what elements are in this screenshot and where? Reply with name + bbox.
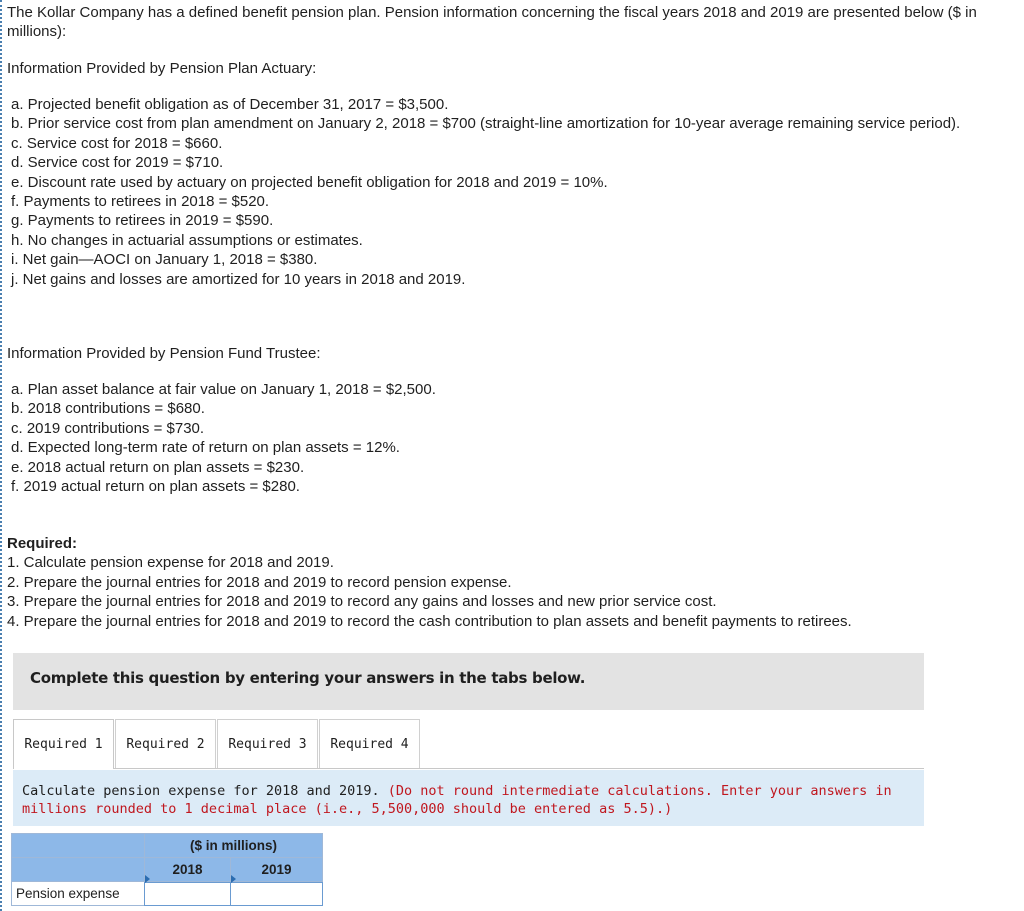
trustee-item: b. 2018 contributions = $680. xyxy=(11,400,205,418)
instructions-banner xyxy=(13,653,924,710)
cell-marker-icon xyxy=(231,875,236,883)
trustee-item: d. Expected long-term rate of return on plan assets = 12%. xyxy=(11,439,400,457)
year-header-2019: 2019 xyxy=(231,858,323,882)
unit-header: ($ in millions) xyxy=(145,834,323,858)
tab-required-4[interactable]: Required 4 xyxy=(319,719,420,768)
actuary-item: c. Service cost for 2018 = $660. xyxy=(11,134,223,152)
required-item: 2. Prepare the journal entries for 2018 and 2019 to record pension expense. xyxy=(7,573,512,591)
instruction-text xyxy=(22,782,902,818)
pension-expense-2018-input[interactable] xyxy=(145,883,230,905)
actuary-item: h. No changes in actuarial assumptions or estimates. xyxy=(11,231,363,249)
required-item: 3. Prepare the journal entries for 2018 and 2019 to record any gains and losses and new prior service cost. xyxy=(7,593,717,611)
trustee-item: f. 2019 actual return on plan assets = $280. xyxy=(11,478,300,496)
required-title: Required: xyxy=(7,535,78,552)
trustee-item: e. 2018 actual return on plan assets = $230. xyxy=(11,458,305,476)
tab-required-1[interactable]: Required 1 xyxy=(13,719,114,769)
trustee-list xyxy=(11,380,436,496)
actuary-list xyxy=(11,95,1024,289)
actuary-item: g. Payments to retirees in 2019 = $590. xyxy=(11,212,274,230)
trustee-item: a. Plan asset balance at fair value on January 1, 2018 = $2,500. xyxy=(11,381,436,398)
cell-2018 xyxy=(145,882,231,906)
cell-2019 xyxy=(231,882,323,906)
row-label: Pension expense xyxy=(12,882,145,906)
instruction-box xyxy=(13,770,924,826)
actuary-item: f. Payments to retirees in 2018 = $520. xyxy=(11,193,270,211)
actuary-item: b. Prior service cost from plan amendment on January 2, 2018 = $700 (straight-line amortization for 10-year average remaining service period). xyxy=(11,115,961,133)
cell-marker-icon xyxy=(145,875,150,883)
actuary-item: d. Service cost for 2019 = $710. xyxy=(11,154,224,172)
header-blank xyxy=(12,858,145,882)
required-item: 4. Prepare the journal entries for 2018 and 2019 to record the cash contribution to plan assets and benefit payments to retirees. xyxy=(7,612,852,630)
actuary-item: j. Net gains and losses are amortized for 10 years in 2018 and 2019. xyxy=(11,270,466,288)
trustee-heading: Information Provided by Pension Fund Trustee: xyxy=(7,345,321,362)
tab-divider xyxy=(13,768,924,769)
trustee-item: c. 2019 contributions = $730. xyxy=(11,419,205,437)
instruction-note: (Do not round intermediate calculations. Enter your answers in millions rounded to 1 decimal place (i.e., 5,500,000 should be entered as 5.5).) xyxy=(22,783,892,817)
actuary-item: i. Net gain—AOCI on January 1, 2018 = $380. xyxy=(11,251,318,269)
required-item: 1. Calculate pension expense for 2018 and 2019. xyxy=(7,554,334,571)
instruction-main: Calculate pension expense for 2018 and 2019. xyxy=(22,783,380,799)
actuary-heading: Information Provided by Pension Plan Actuary: xyxy=(7,60,317,77)
tab-required-3[interactable]: Required 3 xyxy=(217,719,318,768)
required-list xyxy=(7,553,852,631)
answer-table xyxy=(11,833,323,906)
pension-expense-2019-input[interactable] xyxy=(231,883,322,905)
header-blank xyxy=(12,834,145,858)
problem-intro: The Kollar Company has a defined benefit pension plan. Pension information concerning the fiscal years 2018 and 2019 are presented below ($ in millions): xyxy=(7,4,977,41)
actuary-item: e. Discount rate used by actuary on projected benefit obligation for 2018 and 2019 = 10%. xyxy=(11,173,608,191)
tab-required-2[interactable]: Required 2 xyxy=(115,719,216,768)
actuary-item: a. Projected benefit obligation as of December 31, 2017 = $3,500. xyxy=(11,96,449,113)
year-header-2018: 2018 xyxy=(145,858,231,882)
banner-text: Complete this question by entering your answers in the tabs below. xyxy=(30,669,586,687)
